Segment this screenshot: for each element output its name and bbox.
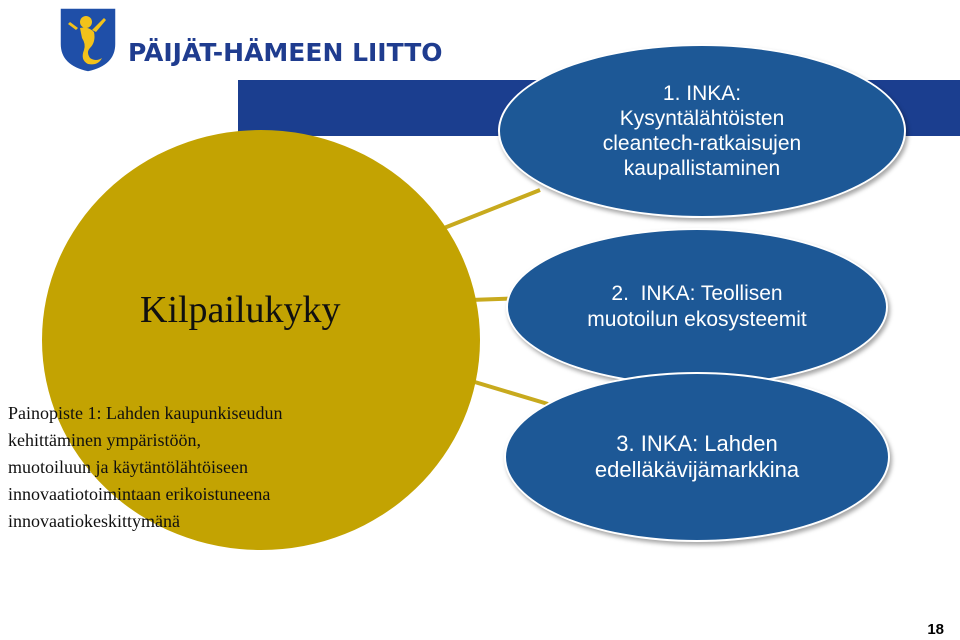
node-label-line: Kysyntälähtöisten — [619, 107, 785, 130]
focus-line: kehittäminen ympäristöön, — [8, 430, 201, 450]
node-label-line: 1. INKA: — [662, 82, 742, 105]
org-name: PÄIJÄT-HÄMEEN LIITTO — [128, 38, 443, 67]
node-label-line: 2. INKA: Teollisen — [611, 282, 783, 305]
inka-node-3 — [504, 372, 890, 542]
node-label-line: 3. INKA: Lahden — [616, 431, 778, 456]
connector-1 — [444, 190, 540, 228]
focus-line: muotoiluun ja käytäntölähtöiseen — [8, 457, 248, 477]
page-number: 18 — [927, 621, 944, 638]
focus-line: innovaatiotoimintaan erikoistuneena — [8, 484, 271, 504]
node-label-line: muotoilun ekosysteemit — [587, 308, 807, 331]
focus-area-text — [8, 400, 488, 535]
mermaid-crest-icon — [56, 4, 120, 74]
focus-line: Painopiste 1: Lahden kaupunkiseudun — [8, 403, 283, 423]
node-label-line: cleantech-ratkaisujen — [602, 132, 802, 155]
node-label-line: kaupallistaminen — [623, 157, 781, 180]
node-label-line: edelläkävijämarkkina — [594, 457, 800, 482]
focus-line: innovaatiokeskittymänä — [8, 511, 180, 531]
inka-node-1 — [498, 44, 906, 218]
center-title: Kilpailukyky — [140, 289, 341, 331]
inka-node-2 — [506, 228, 888, 386]
